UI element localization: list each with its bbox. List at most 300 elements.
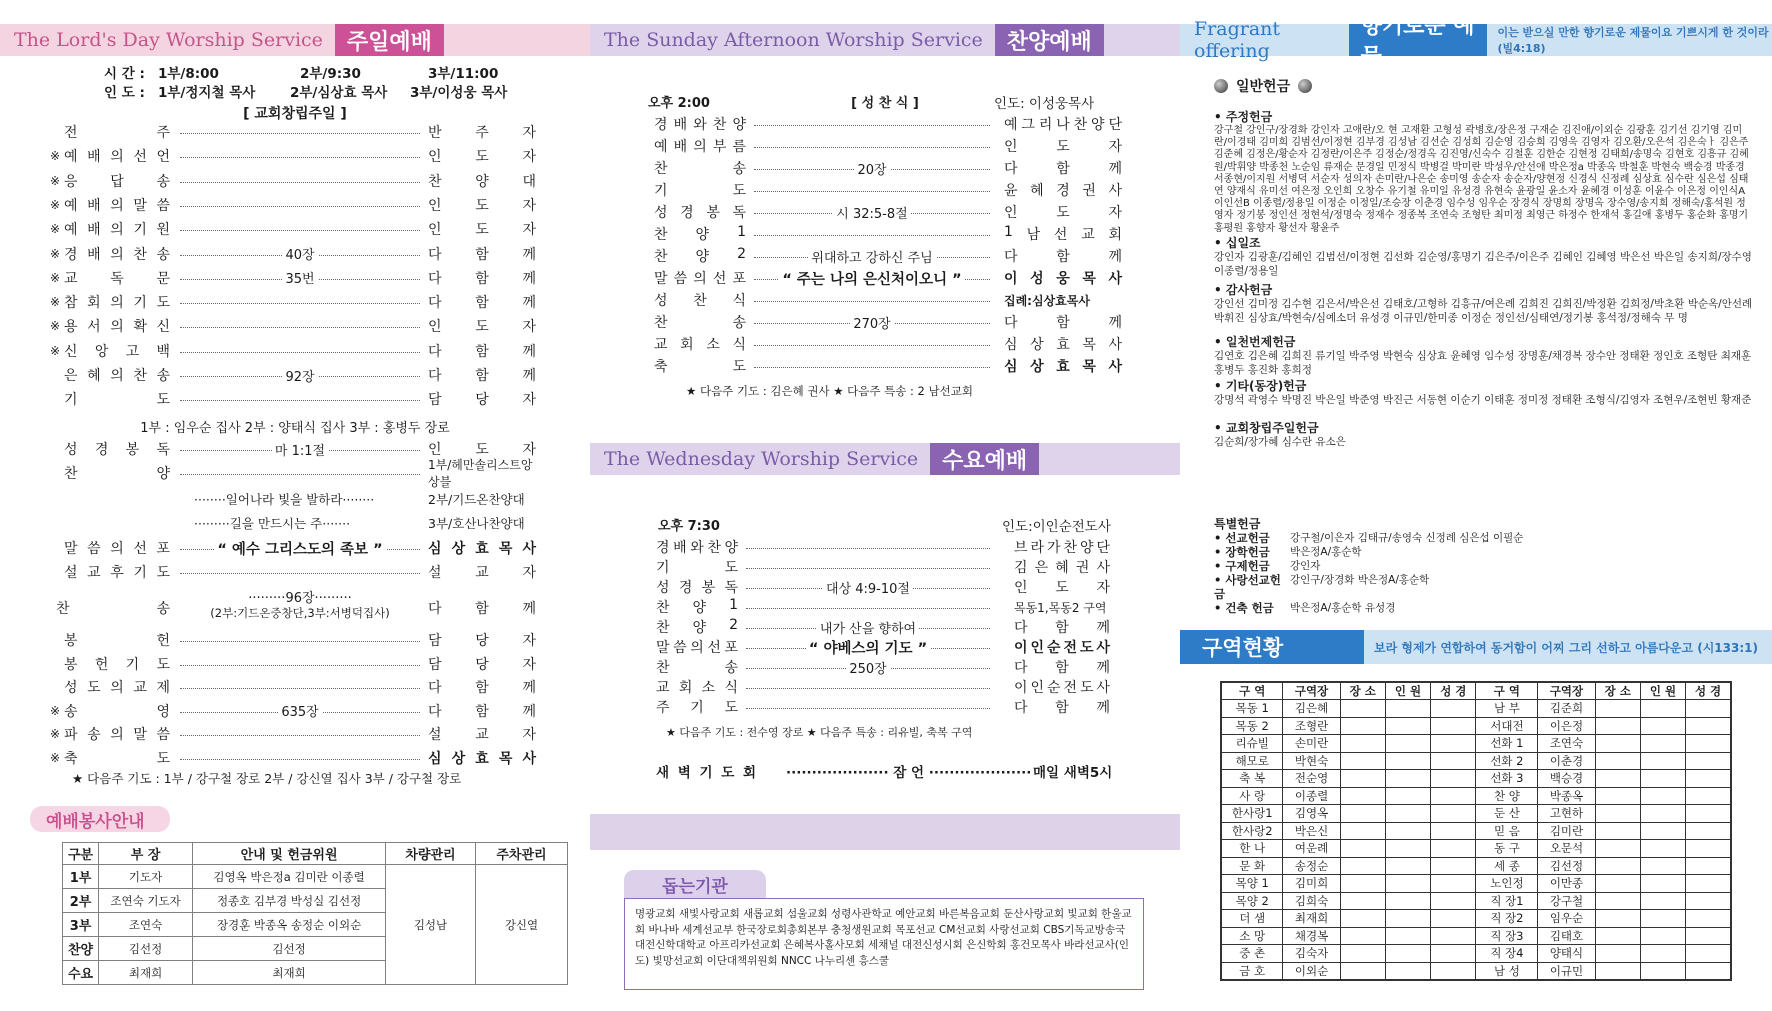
service-item-row — [0, 340, 590, 362]
item-person: 다 함 께 — [428, 368, 536, 384]
item-person: 인 도 자 — [428, 222, 536, 239]
special-offering-type: • 선교헌금 — [1214, 531, 1270, 545]
district-row — [1221, 805, 1731, 823]
district-cell — [1640, 822, 1685, 840]
item-person: 인 도 자 — [428, 197, 536, 214]
district-cell: 양태식 — [1538, 945, 1595, 963]
service-item-row — [0, 723, 590, 745]
item-person: 다 함 께 — [428, 295, 536, 312]
district-cell — [1686, 910, 1731, 928]
service-guide-row — [63, 865, 568, 889]
service-item-row — [590, 616, 1180, 638]
district-cell — [1385, 910, 1430, 928]
item-name: 용 서 의 확 신 — [64, 319, 170, 336]
district-cell — [1640, 787, 1685, 805]
district-row — [1221, 822, 1731, 840]
item-name: 찬 송 — [654, 315, 746, 331]
service-item-row — [0, 629, 590, 651]
item-name: 예 배 의 말 씀 — [64, 197, 170, 214]
offering-names: 김순희/장가혜 심수란 유소은 — [1214, 436, 1346, 448]
item-person: 심 상 효 목 사 — [428, 541, 536, 557]
purple-divider-bar — [590, 814, 1180, 850]
district-cell: 서대전 — [1476, 717, 1538, 735]
service-item-row — [590, 596, 1180, 618]
lords-day-title-en: The Lord's Day Worship Service — [14, 29, 323, 51]
district-cell — [1686, 892, 1731, 910]
district-cell — [1385, 787, 1430, 805]
district-cell — [1385, 805, 1430, 823]
prayer-leaders: 1부 : 임우순 집사 2부 : 양태식 집사 3부 : 홍병두 장로 — [140, 421, 450, 436]
choir-3-song: 길을 만드시는 주 — [229, 516, 323, 531]
district-cell — [1431, 857, 1476, 875]
leader-dots — [180, 665, 420, 666]
item-name: 찬 양 — [64, 466, 170, 482]
district-cell — [1385, 822, 1430, 840]
service-guide-header: 부 장 — [99, 843, 193, 865]
bullet-icon — [1214, 79, 1228, 93]
item-name: 교 회 소 식 — [656, 680, 738, 696]
leader-label: 인 도 : — [104, 85, 145, 101]
wednesday-order — [590, 536, 1180, 736]
service-guide-cell: 김영옥 박은정a 김미란 이종렬 — [193, 865, 386, 889]
service-item-row — [0, 218, 590, 240]
district-cell — [1340, 805, 1385, 823]
district-cell: 박현숙 — [1283, 752, 1340, 770]
district-cell: 직 장2 — [1476, 910, 1538, 928]
district-cell — [1640, 840, 1685, 858]
district-cell — [1640, 735, 1685, 753]
general-offering-title: 일반헌금 — [1236, 79, 1291, 95]
service-guide-cell: 조연숙 — [99, 913, 193, 937]
district-cell — [1686, 945, 1731, 963]
district-header — [1180, 630, 1772, 664]
item-name: 성 도 의 교 제 — [64, 680, 170, 697]
district-cell — [1385, 717, 1430, 735]
item-person: 인 도 자 — [1004, 205, 1122, 221]
item-name: 성 찬 식 — [654, 293, 746, 309]
district-cell — [1595, 840, 1640, 858]
service-item-row — [590, 676, 1180, 698]
special-offering-title: 특별헌금 — [1214, 517, 1261, 531]
leader-dots — [180, 230, 420, 231]
item-detail: 35번 — [282, 272, 317, 287]
district-cell — [1595, 962, 1640, 980]
item-name: 경 배 의 찬 송 — [64, 246, 170, 263]
district-cell: 세 종 — [1476, 857, 1538, 875]
leader-dots — [180, 474, 420, 475]
service-item-row — [0, 267, 590, 289]
item-person: 다 함 께 — [428, 680, 536, 697]
item-name: 기 도 — [64, 392, 170, 409]
district-cell — [1686, 717, 1731, 735]
item-name: 예 배 의 기 원 — [64, 222, 170, 239]
district-cell — [1640, 717, 1685, 735]
district-cell — [1431, 717, 1476, 735]
district-cell — [1595, 875, 1640, 893]
service-guide-header: 안내 및 헌금위원 — [193, 843, 386, 865]
district-cell: 여운례 — [1283, 840, 1340, 858]
offering-section-title: • 기타(동장)헌금 — [1214, 379, 1307, 393]
district-cell: 한 나 — [1221, 840, 1283, 858]
item-person: 다 함 께 — [1014, 700, 1110, 716]
district-cell — [1340, 840, 1385, 858]
item-name: 축 도 — [64, 751, 170, 767]
special-offering-names: 박은정A/홍순학 — [1290, 546, 1362, 558]
offering-header — [1180, 14, 1772, 70]
order-of-service-2 — [0, 438, 590, 488]
item-detail: 635장 — [278, 705, 321, 720]
district-cell — [1431, 770, 1476, 788]
district-row — [1221, 945, 1731, 963]
item-person: 심 상 효 목 사 — [1004, 337, 1122, 353]
district-cell: 강구철 — [1538, 892, 1595, 910]
district-cell: 목양 2 — [1221, 892, 1283, 910]
district-cell: 리슈빌 — [1221, 735, 1283, 753]
district-cell: 이춘경 — [1538, 752, 1595, 770]
district-cell: 김영옥 — [1283, 805, 1340, 823]
item-name: 은 혜 의 찬 송 — [64, 368, 170, 384]
offering-title-en: Fragrant offering — [1194, 18, 1281, 62]
district-title: 구역현황 — [1180, 630, 1364, 664]
district-row — [1221, 700, 1731, 718]
district-cell: 김준희 — [1538, 700, 1595, 718]
item-detail: “ 예수 그리스도의 족보 ” — [214, 542, 385, 558]
leader-dots — [746, 688, 990, 689]
district-cell — [1686, 735, 1731, 753]
item-name: 전 주 — [64, 125, 170, 141]
district-cell — [1640, 945, 1685, 963]
service-item-row — [0, 388, 590, 410]
district-row — [1221, 735, 1731, 753]
special-offering-type: • 건축 헌금 — [1214, 601, 1274, 615]
district-cell — [1385, 840, 1430, 858]
district-cell: 이만종 — [1538, 875, 1595, 893]
service-item-row — [590, 696, 1180, 718]
star-marker: ※ — [50, 751, 61, 765]
item-name: 예 배 의 선 언 — [64, 149, 170, 166]
service-item-row — [590, 355, 1180, 377]
parking-manager: 강신열 — [476, 865, 568, 985]
district-row — [1221, 892, 1731, 910]
hymn-96-note: (2부:기드온중창단,3부:서병덕집사) — [210, 606, 390, 620]
item-person: 다 함 께 — [1014, 660, 1110, 676]
wednesday-next-week: ★ 다음주 기도 : 전수영 장로 ★ 다음주 특송 : 리유빌, 축복 구역 — [666, 726, 973, 739]
district-cell — [1595, 735, 1640, 753]
next-week-prayer: ★ 다음주 기도 : 1부 / 강구철 장로 2부 / 강신열 집사 3부 / 강구철 장로 — [72, 771, 462, 786]
support-title-tab — [624, 870, 766, 898]
district-header-cell: 구 역 — [1476, 682, 1538, 700]
district-cell — [1431, 735, 1476, 753]
district-cell — [1431, 945, 1476, 963]
special-offering-row — [1214, 601, 1754, 615]
leader-dots — [754, 345, 990, 346]
item-name: 응 답 송 — [64, 173, 170, 190]
afternoon-header — [590, 24, 1180, 56]
service-guide-cell: 기도자 — [99, 865, 193, 889]
offering-section-title: • 일천번제헌금 — [1214, 335, 1296, 349]
item-person: 찬 양 대 — [428, 173, 536, 190]
district-cell: 김희숙 — [1283, 892, 1340, 910]
leader-dots — [746, 568, 990, 569]
leader-dots — [746, 708, 990, 709]
item-person: 담 당 자 — [428, 656, 536, 673]
leader-dots — [180, 573, 420, 574]
item-detail: 대상 4:9-10절 — [823, 582, 913, 597]
service-theme: [ 교회창립주일 ] — [243, 106, 347, 122]
district-header-cell: 성 경 — [1686, 682, 1731, 700]
district-cell: 박종옥 — [1538, 787, 1595, 805]
sunday-afternoon-column: The Sunday Afternoon Worship Service 찬양예배 오후 2:00 [ 성 찬 식 ] 인도: 이성웅목사 경 배 와 찬 양 예 그 리 나 찬 양 단 예 배 의 부 름 인 도 자 찬 송 20장 다 함 께 기 도 윤 혜 경 권 사 성 경 봉 독 시 32:5-8절 인 도 자 찬 양 1 1 남 선 교 회 찬 양 2 위대하고 강하신 주님 다 함 께 말 씀 의 선 포 “ 주는 나의 은신처이오니 ” 이 성 웅 목 사 성 찬 식 집례:심상효목사 찬 송 270장 다 함 께 교 회 소 식 심 상 효 목 사 축 도 심 상 효 목 사 ★ 다음주 기도 : 김은혜 권사 ★ 다음주 특송 : 2 남선교회 The Wednesday Worship Service 수요예배 오후 7:30 인도:이인순전도사 경 배 와 찬 양 브 라 가 찬 양 단 기 도 김 은 혜 권 사 성 경 봉 독 대상 4:9-10절 인 도 자 찬 양 1 목동1,목동2 구역 찬 양 2 내가 산을 향하여 다 함 께 말 씀 의 선 포 “ 야베스의 기도 ” 이 인 순 전 도 사 찬 송 250장 다 함 께 교 회 소 식 이 인 순 전 도 사 주 기 도 다 함 께 ★ 다음주 기도 : 전수영 장로 ★ 다음주 특송 : 리유빌, 축복 구역 새 벽 기 도 회 ···················· 잠 언 ···················· 매일 새벽5시 돕는기관 명광교회 새빛사랑교회 새롭교회 섬울교회 성령사관학교 예안교회 바른복음교회 둔산사랑교회 빛교회 한울교회 바나바 세계선교부 한국장로회총회본부 충청생원교회 목포선교 CM선교회 사랑선교회 CBS기독교방송국 대전신학대학교 아프리카선교회 은혜복사홀사모회 세채널 대전신성시회 은신학회 홍건모목사 바라선교사(인도) 빛망선교회 이단대책위원회 NNCC 나누리센 흥스쿨 — [590, 0, 1180, 1011]
item-person: 이 인 순 전 도 사 — [1014, 640, 1110, 656]
item-name: 설 교 후 기 도 — [64, 565, 170, 581]
item-detail: 마 1:1절 — [272, 444, 328, 459]
service-item-row — [590, 135, 1180, 157]
star-marker: ※ — [50, 197, 61, 212]
item-name: 성 경 봉 독 — [654, 205, 746, 221]
district-cell: 손미란 — [1283, 735, 1340, 753]
service-times — [0, 62, 590, 102]
district-cell — [1385, 735, 1430, 753]
choir-2-song: 일어나라 빛을 발하라 — [225, 492, 343, 507]
district-cell — [1595, 805, 1640, 823]
item-person: 1 남 선 교 회 — [1004, 224, 1122, 243]
district-cell: 직 장3 — [1476, 927, 1538, 945]
service-guide-cell: 1부 — [63, 865, 99, 889]
item-name: 성 경 봉 독 — [64, 442, 170, 458]
district-cell — [1385, 752, 1430, 770]
choir-3-team: 3부/호산나찬양대 — [428, 516, 525, 531]
hymn-96: 96장 — [285, 591, 315, 606]
item-person: 설 교 자 — [428, 565, 536, 581]
afternoon-next-week: ★ 다음주 기도 : 김은혜 권사 ★ 다음주 특송 : 2 남선교회 — [686, 384, 973, 398]
item-name: 찬 양 2 — [654, 246, 746, 265]
service-guide-cell: 3부 — [63, 913, 99, 937]
item-person: 인 도 자 — [428, 149, 536, 166]
district-cell — [1640, 962, 1685, 980]
leader-dots — [180, 735, 420, 736]
district-cell: 김선정 — [1538, 857, 1595, 875]
district-cell: 고현하 — [1538, 805, 1595, 823]
district-cell — [1385, 927, 1430, 945]
district-cell — [1595, 752, 1640, 770]
item-person: 인 도 자 — [1014, 580, 1110, 596]
district-row — [1221, 717, 1731, 735]
item-person: 브 라 가 찬 양 단 — [1014, 540, 1110, 556]
star-marker: ※ — [50, 703, 61, 718]
district-cell: 노인정 — [1476, 875, 1538, 893]
leader-dots — [180, 641, 420, 642]
district-cell — [1340, 892, 1385, 910]
leader-dots — [180, 133, 420, 134]
district-row — [1221, 857, 1731, 875]
district-cell: 목양 1 — [1221, 875, 1283, 893]
district-cell: 조형란 — [1283, 717, 1340, 735]
item-name: 찬 양 1 — [656, 597, 738, 616]
item-name: 축 도 — [654, 359, 746, 375]
item-person: 담 당 자 — [428, 633, 536, 649]
leader-dots — [754, 191, 990, 192]
item-detail: 250장 — [846, 662, 889, 677]
special-offering-row — [1214, 531, 1754, 545]
district-cell: 남 성 — [1476, 962, 1538, 980]
star-marker: ※ — [50, 270, 61, 285]
service-item-row — [0, 194, 590, 216]
service-guide-cell: 찬양 — [63, 937, 99, 961]
dawn-prayer-label: 새 벽 기 도 회 — [656, 765, 759, 781]
district-cell — [1640, 770, 1685, 788]
district-header-cell: 구역장 — [1283, 682, 1340, 700]
district-cell — [1431, 805, 1476, 823]
wednesday-title-en: The Wednesday Worship Service — [604, 448, 919, 470]
service-guide-cell: 김선정 — [99, 937, 193, 961]
district-cell: 이종렬 — [1283, 787, 1340, 805]
district-cell: 찬 양 — [1476, 787, 1538, 805]
district-cell — [1340, 927, 1385, 945]
district-cell: 사 랑 — [1221, 787, 1283, 805]
district-cell — [1640, 892, 1685, 910]
leader-dots — [180, 352, 420, 353]
service-item-row — [590, 201, 1180, 223]
vehicle-manager: 김성남 — [386, 865, 476, 985]
district-cell — [1385, 962, 1430, 980]
district-cell: 한사랑2 — [1221, 822, 1283, 840]
district-cell: 더 샘 — [1221, 910, 1283, 928]
item-person: 다 함 께 — [1014, 620, 1110, 636]
star-marker: ※ — [50, 295, 61, 310]
district-cell — [1431, 927, 1476, 945]
service-item-row — [590, 289, 1180, 311]
service-item-row — [0, 458, 590, 489]
district-cell — [1595, 945, 1640, 963]
district-cell — [1686, 840, 1731, 858]
item-person: 다 함 께 — [428, 703, 536, 720]
wednesday-header — [590, 443, 1180, 475]
leader-dots — [180, 688, 420, 689]
item-name: 교 회 소 식 — [654, 337, 746, 353]
leader-3: 3부/이성웅 목사 — [410, 85, 508, 101]
service-guide-cell: 최재희 — [193, 961, 386, 985]
order-of-service-4 — [0, 629, 590, 779]
district-cell — [1595, 822, 1640, 840]
district-cell — [1385, 875, 1430, 893]
district-cell — [1385, 700, 1430, 718]
offering-section — [1214, 281, 1754, 325]
service-item-row — [0, 121, 590, 143]
district-cell — [1595, 700, 1640, 718]
offering-names: 김연호 김은혜 김희진 류기일 박주영 박현숙 심상효 윤혜영 임수성 장명훈/채경복 장수안 정태환 정인호 조형탄 최재훈 홍병두 홍진화 홍희정 — [1214, 350, 1752, 376]
item-person: 집례:심상효목사 — [1004, 293, 1090, 308]
offering-names: 강명석 곽영수 박명진 박은일 박준영 박진근 서동현 이순기 이태훈 정미정 정태환 조형식/김영자 조현우/조현빈 황재준 — [1214, 394, 1752, 406]
district-cell: 믿 음 — [1476, 822, 1538, 840]
special-offering-row — [1214, 573, 1754, 601]
item-name: 파 송 의 말 씀 — [64, 727, 170, 744]
leader-dots — [754, 147, 990, 148]
item-detail: 270장 — [850, 317, 893, 332]
district-header-cell: 구 역 — [1221, 682, 1283, 700]
district-verse: 보라 형제가 연합하여 동거함이 어찌 그리 선하고 아름다운고 (시133:1) — [1374, 640, 1758, 655]
offering-section — [1214, 377, 1754, 408]
district-cell — [1340, 875, 1385, 893]
service-guide-cell: 장경훈 박종옥 송정순 이외순 — [193, 913, 386, 937]
district-cell: 해모로 — [1221, 752, 1283, 770]
item-detail: “ 주는 나의 은신처이오니 ” — [779, 272, 964, 288]
district-cell — [1340, 945, 1385, 963]
item-name: 기 도 — [654, 183, 746, 199]
star-marker: ※ — [50, 222, 61, 237]
star-marker: ※ — [50, 727, 61, 742]
district-cell: 김미희 — [1283, 875, 1340, 893]
dawn-prayer-book: 잠 언 — [893, 765, 925, 781]
afternoon-time: 오후 2:00 — [648, 96, 710, 111]
district-cell: 직 장1 — [1476, 892, 1538, 910]
leader-1: 1부/정지철 목사 — [158, 85, 256, 101]
district-cell — [1595, 717, 1640, 735]
item-name: 예 배 의 부 름 — [654, 139, 746, 155]
order-of-service-1 — [0, 121, 590, 411]
support-title: 돕는기관 — [662, 876, 728, 897]
lords-day-header — [0, 24, 590, 56]
district-cell: 직 장4 — [1476, 945, 1538, 963]
offering-column — [1180, 0, 1772, 1011]
district-cell — [1431, 875, 1476, 893]
item-name: 기 도 — [656, 560, 738, 576]
choir-2: ········일어나라 빛을 발하라········ 2부/기드온찬양대 — [194, 492, 525, 507]
service-item-row — [0, 364, 590, 386]
service-item-row — [590, 576, 1180, 598]
district-cell — [1640, 805, 1685, 823]
district-cell — [1686, 770, 1731, 788]
district-cell: 김미란 — [1538, 822, 1595, 840]
item-person: 다 함 께 — [428, 246, 536, 263]
district-header-cell: 인 원 — [1385, 682, 1430, 700]
district-row — [1221, 787, 1731, 805]
district-cell: 채경복 — [1283, 927, 1340, 945]
district-cell: 선화 3 — [1476, 770, 1538, 788]
item-name: 봉 헌 — [64, 633, 170, 649]
time-1: 1부/8:00 — [158, 66, 219, 82]
choir-2-team: 2부/기드온찬양대 — [428, 492, 525, 507]
offering-names: 강구철 강인구/장경화 강인자 고애란/오 현 고재환 고형성 곽병호/장은정 구재순 김진애/이외순 김광훈 김기선 김기영 김미란/이경태 김미희 김범선/이정현 김부경 김성남 김선순 김성희 김순영 김승희 김영욱 김영자 김오환/오은석 김은숙ㅏ 김은주 김준혜 김정은/황순자 김정란/이은주 김정순/정경옥 김진영/신숙수 김철훈 김한순 김현정 김태희/송명숙 김현호 김흥규 김혜원/박휘양 박종천 노순임 류재순 문경일 민정식 박병걸 박미란 박성우/안선애 박은정a 박종옥 박철훈 박현숙 백승경 박종경 서종현/이지원 서병덕 서순자 성의자 손미란/나은순 송미영 송순자 송순자/양현정 신경식 신정례 심상효 심수란 심은섭 심태연 양재식 유미선 여은정 오인희 오창수 유기철 유미일 유성경 유현숙 윤광일 윤소자 윤혜경 이성훈 이윤수 이은정 이인식A 이인선B 이종렬/정용일 이정순 이정일/조승장 이춘경 임수성 임우순 장경식 장명희 장명옥 장수영/송지희 정해숙/홍석원 정영자 정기봉 정인선 정현석/정명숙 정재수 정종복 조연숙 조형탄 최미정 최영근 하정수 한재석 홍길애 홍병두 홍순화 홍명기 홍평원 홍향자 황선자 황윤주 — [1214, 125, 1749, 234]
district-cell — [1340, 717, 1385, 735]
service-item-row — [590, 536, 1180, 558]
district-cell — [1431, 752, 1476, 770]
afternoon-order — [590, 113, 1180, 379]
district-cell — [1686, 787, 1731, 805]
district-cell: 목동 2 — [1221, 717, 1283, 735]
district-cell — [1340, 822, 1385, 840]
service-item-row — [0, 700, 590, 722]
item-person: 다 함 께 — [428, 343, 536, 360]
special-offering-type: • 사랑선교헌금 — [1214, 573, 1281, 601]
item-name: 경 배 와 찬 양 — [654, 117, 746, 133]
district-cell: 송정순 — [1283, 857, 1340, 875]
item-person: 다 함 께 — [428, 270, 536, 287]
afternoon-theme: [ 성 찬 식 ] — [851, 96, 919, 111]
district-cell — [1595, 892, 1640, 910]
item-name: 찬 송 — [654, 161, 746, 177]
district-cell: 남 부 — [1476, 700, 1538, 718]
service-item-row — [590, 636, 1180, 658]
wednesday-leader: 인도:이인순전도사 — [1002, 519, 1111, 535]
leader-dots — [180, 157, 420, 158]
district-cell: 축 복 — [1221, 770, 1283, 788]
service-item-row — [590, 656, 1180, 678]
item-person: 목동1,목동2 구역 — [1014, 600, 1107, 615]
district-cell — [1595, 910, 1640, 928]
choir-3: ·········길을 만드시는 주······· 3부/호산나찬양대 — [194, 516, 525, 531]
leader-dots — [754, 301, 990, 302]
item-name: 경 배 와 찬 양 — [656, 540, 738, 556]
